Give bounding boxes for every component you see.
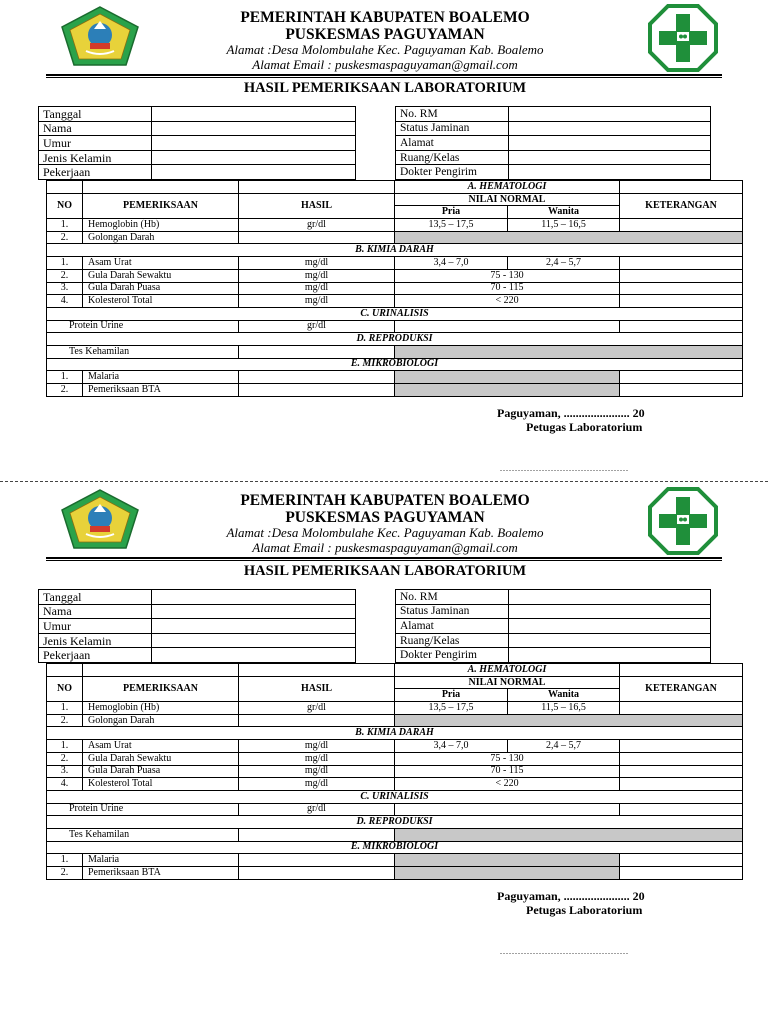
col-female: Wanita bbox=[508, 689, 620, 702]
row-no: 1. bbox=[47, 740, 83, 753]
normal-male: 13,5 – 17,5 bbox=[395, 219, 508, 232]
header-rule bbox=[46, 74, 722, 76]
note-cell[interactable] bbox=[620, 752, 743, 765]
note-cell[interactable] bbox=[620, 269, 743, 282]
col-male: Pria bbox=[395, 689, 508, 702]
result-unit[interactable]: mg/dl bbox=[239, 765, 395, 778]
result-cell[interactable] bbox=[239, 345, 395, 358]
result-unit[interactable]: mg/dl bbox=[239, 740, 395, 753]
label-alamat: Alamat bbox=[396, 136, 509, 151]
normal-range bbox=[395, 320, 620, 333]
government-name: PEMERINTAH KABUPATEN BOALEMO bbox=[240, 492, 530, 509]
ruang-kelas-field[interactable] bbox=[509, 150, 711, 165]
note-cell[interactable] bbox=[620, 282, 743, 295]
normal-range: < 220 bbox=[395, 778, 620, 791]
col-female: Wanita bbox=[508, 206, 620, 219]
shaded-cell bbox=[395, 384, 620, 397]
row-no: 3. bbox=[47, 765, 83, 778]
result-cell[interactable] bbox=[239, 371, 395, 384]
table-row bbox=[47, 828, 743, 841]
table-row bbox=[47, 219, 743, 232]
header-rule-thin bbox=[46, 560, 722, 561]
normal-female: 11,5 – 16,5 bbox=[508, 702, 620, 715]
table-row bbox=[47, 295, 743, 308]
label-jenis-kelamin: Jenis Kelamin bbox=[39, 633, 152, 648]
regency-emblem-icon bbox=[60, 5, 140, 67]
shaded-cell bbox=[395, 828, 743, 841]
label-dokter-pengirim: Dokter Pengirim bbox=[396, 165, 509, 180]
table-row bbox=[47, 765, 743, 778]
alamat-field[interactable] bbox=[509, 619, 711, 634]
table-row bbox=[47, 778, 743, 791]
umur-field[interactable] bbox=[152, 619, 356, 634]
place-date: Paguyaman, ...................... 20 bbox=[497, 406, 645, 420]
normal-range: 70 - 115 bbox=[395, 282, 620, 295]
cut-line bbox=[0, 481, 768, 482]
note-cell[interactable] bbox=[620, 219, 743, 232]
section-hematologi: A. HEMATOLOGI bbox=[395, 181, 620, 194]
result-unit[interactable]: mg/dl bbox=[239, 282, 395, 295]
pekerjaan-field[interactable] bbox=[152, 165, 356, 180]
section-reproduksi: D. REPRODUKSI bbox=[47, 816, 743, 829]
exam-name: Tes Kehamilan bbox=[47, 345, 239, 358]
row-no: 2. bbox=[47, 714, 83, 727]
normal-range: < 220 bbox=[395, 295, 620, 308]
note-cell[interactable] bbox=[620, 867, 743, 880]
result-cell[interactable] bbox=[239, 828, 395, 841]
table-row bbox=[47, 740, 743, 753]
col-exam: PEMERIKSAAN bbox=[83, 193, 239, 218]
col-result: HASIL bbox=[239, 676, 395, 701]
lab-officer-label: Petugas Laboratorium bbox=[526, 420, 643, 434]
label-no-rm: No. RM bbox=[396, 590, 509, 605]
lab-results-table bbox=[46, 663, 743, 880]
signature-line: ........................................... bbox=[500, 947, 629, 956]
label-nama: Nama bbox=[39, 121, 152, 136]
normal-female: 2,4 – 5,7 bbox=[508, 740, 620, 753]
normal-range bbox=[395, 803, 620, 816]
header-rule bbox=[46, 557, 722, 559]
table-row bbox=[47, 320, 743, 333]
col-no: NO bbox=[47, 676, 83, 701]
tanggal-field[interactable] bbox=[152, 107, 356, 122]
result-cell[interactable] bbox=[239, 867, 395, 880]
jenis-kelamin-field[interactable] bbox=[152, 633, 356, 648]
col-normal: NILAI NORMAL bbox=[395, 193, 620, 206]
jenis-kelamin-field[interactable] bbox=[152, 150, 356, 165]
exam-name: Hemoglobin (Hb) bbox=[83, 702, 239, 715]
section-hematologi: A. HEMATOLOGI bbox=[395, 664, 620, 677]
exam-name: Protein Urine bbox=[47, 320, 239, 333]
normal-range: 70 - 115 bbox=[395, 765, 620, 778]
government-name: PEMERINTAH KABUPATEN BOALEMO bbox=[240, 9, 530, 26]
table-row bbox=[47, 371, 743, 384]
exam-name: Pemeriksaan BTA bbox=[83, 867, 239, 880]
row-no: 2. bbox=[47, 752, 83, 765]
result-cell[interactable] bbox=[239, 231, 395, 244]
row-no: 4. bbox=[47, 295, 83, 308]
row-no: 2. bbox=[47, 867, 83, 880]
result-unit[interactable]: gr/dl bbox=[239, 219, 395, 232]
table-row bbox=[47, 282, 743, 295]
section-urinalisis: C. URINALISIS bbox=[47, 790, 743, 803]
dokter-pengirim-field[interactable] bbox=[509, 165, 711, 180]
row-no: 1. bbox=[47, 219, 83, 232]
exam-name: Gula Darah Sewaktu bbox=[83, 269, 239, 282]
table-row bbox=[47, 345, 743, 358]
no-rm-field[interactable] bbox=[509, 107, 711, 122]
col-exam: PEMERIKSAAN bbox=[83, 676, 239, 701]
patient-info-right bbox=[395, 589, 711, 663]
table-row bbox=[47, 752, 743, 765]
result-unit[interactable]: mg/dl bbox=[239, 295, 395, 308]
exam-name: Pemeriksaan BTA bbox=[83, 384, 239, 397]
note-cell[interactable] bbox=[620, 257, 743, 270]
note-cell[interactable] bbox=[620, 384, 743, 397]
exam-name: Kolesterol Total bbox=[83, 295, 239, 308]
exam-name: Gula Darah Puasa bbox=[83, 282, 239, 295]
table-row bbox=[47, 867, 743, 880]
patient-info-left bbox=[38, 106, 356, 180]
table-row bbox=[47, 854, 743, 867]
section-kimia: B. KIMIA DARAH bbox=[47, 727, 743, 740]
regency-emblem-icon bbox=[60, 488, 140, 550]
label-ruang-kelas: Ruang/Kelas bbox=[396, 150, 509, 165]
exam-name: Golongan Darah bbox=[83, 231, 239, 244]
shaded-cell bbox=[395, 371, 620, 384]
row-no: 1. bbox=[47, 371, 83, 384]
umur-field[interactable] bbox=[152, 136, 356, 151]
note-cell[interactable] bbox=[620, 778, 743, 791]
puskesmas-cross-icon bbox=[648, 487, 718, 555]
shaded-cell bbox=[395, 867, 620, 880]
status-jaminan-field[interactable] bbox=[509, 121, 711, 136]
section-urinalisis: C. URINALISIS bbox=[47, 307, 743, 320]
label-alamat: Alamat bbox=[396, 619, 509, 634]
dokter-pengirim-field[interactable] bbox=[509, 648, 711, 663]
lab-form-bottom bbox=[0, 483, 768, 965]
table-row bbox=[47, 803, 743, 816]
result-unit[interactable]: mg/dl bbox=[239, 778, 395, 791]
col-no: NO bbox=[47, 193, 83, 218]
row-no: 2. bbox=[47, 269, 83, 282]
section-kimia: B. KIMIA DARAH bbox=[47, 244, 743, 257]
note-cell[interactable] bbox=[620, 371, 743, 384]
label-no-rm: No. RM bbox=[396, 107, 509, 122]
section-mikrobiologi: E. MIKROBIOLOGI bbox=[47, 841, 743, 854]
result-cell[interactable] bbox=[239, 854, 395, 867]
table-row bbox=[47, 269, 743, 282]
ruang-kelas-field[interactable] bbox=[509, 633, 711, 648]
place-date: Paguyaman, ...................... 20 bbox=[497, 889, 645, 903]
result-unit[interactable]: gr/dl bbox=[239, 803, 395, 816]
result-unit[interactable]: mg/dl bbox=[239, 752, 395, 765]
col-note: KETERANGAN bbox=[620, 193, 743, 218]
no-rm-field[interactable] bbox=[509, 590, 711, 605]
note-cell[interactable] bbox=[620, 803, 743, 816]
alamat-field[interactable] bbox=[509, 136, 711, 151]
patient-info-left bbox=[38, 589, 356, 663]
table-row bbox=[47, 702, 743, 715]
lab-officer-label: Petugas Laboratorium bbox=[526, 903, 643, 917]
result-unit[interactable]: mg/dl bbox=[239, 257, 395, 270]
lab-results-table bbox=[46, 180, 743, 397]
label-ruang-kelas: Ruang/Kelas bbox=[396, 633, 509, 648]
result-cell[interactable] bbox=[239, 384, 395, 397]
status-jaminan-field[interactable] bbox=[509, 604, 711, 619]
normal-range: 75 - 130 bbox=[395, 269, 620, 282]
patient-info-right bbox=[395, 106, 711, 180]
label-pekerjaan: Pekerjaan bbox=[39, 165, 152, 180]
row-no: 1. bbox=[47, 854, 83, 867]
col-note: KETERANGAN bbox=[620, 676, 743, 701]
document-title: HASIL PEMERIKSAAN LABORATORIUM bbox=[243, 563, 527, 579]
normal-range: 75 - 130 bbox=[395, 752, 620, 765]
label-pekerjaan: Pekerjaan bbox=[39, 648, 152, 663]
label-umur: Umur bbox=[39, 619, 152, 634]
nama-field[interactable] bbox=[152, 121, 356, 136]
col-result: HASIL bbox=[239, 193, 395, 218]
row-no: 2. bbox=[47, 231, 83, 244]
normal-female: 2,4 – 5,7 bbox=[508, 257, 620, 270]
tanggal-field[interactable] bbox=[152, 590, 356, 605]
clinic-email: Alamat Email : puskesmaspaguyaman@gmail.com bbox=[252, 57, 518, 72]
exam-name: Malaria bbox=[83, 854, 239, 867]
note-cell[interactable] bbox=[620, 702, 743, 715]
nama-field[interactable] bbox=[152, 604, 356, 619]
label-umur: Umur bbox=[39, 136, 152, 151]
label-tanggal: Tanggal bbox=[39, 590, 152, 605]
exam-name: Kolesterol Total bbox=[83, 778, 239, 791]
clinic-address: Alamat :Desa Molombulahe Kec. Paguyaman Kab. Boalemo bbox=[226, 525, 544, 540]
col-normal: NILAI NORMAL bbox=[395, 676, 620, 689]
exam-name: Asam Urat bbox=[83, 740, 239, 753]
clinic-name: PUSKESMAS PAGUYAMAN bbox=[285, 509, 485, 526]
clinic-email: Alamat Email : puskesmaspaguyaman@gmail.com bbox=[252, 540, 518, 555]
exam-name: Gula Darah Puasa bbox=[83, 765, 239, 778]
result-cell[interactable] bbox=[239, 714, 395, 727]
shaded-cell bbox=[395, 231, 743, 244]
row-no: 1. bbox=[47, 702, 83, 715]
row-no: 4. bbox=[47, 778, 83, 791]
result-unit[interactable]: mg/dl bbox=[239, 269, 395, 282]
label-jenis-kelamin: Jenis Kelamin bbox=[39, 150, 152, 165]
note-cell[interactable] bbox=[620, 854, 743, 867]
puskesmas-cross-icon bbox=[648, 4, 718, 72]
exam-name: Protein Urine bbox=[47, 803, 239, 816]
exam-name: Golongan Darah bbox=[83, 714, 239, 727]
exam-name: Tes Kehamilan bbox=[47, 828, 239, 841]
row-no: 2. bbox=[47, 384, 83, 397]
exam-name: Hemoglobin (Hb) bbox=[83, 219, 239, 232]
normal-male: 13,5 – 17,5 bbox=[395, 702, 508, 715]
table-row bbox=[47, 231, 743, 244]
exam-name: Malaria bbox=[83, 371, 239, 384]
label-nama: Nama bbox=[39, 604, 152, 619]
label-dokter-pengirim: Dokter Pengirim bbox=[396, 648, 509, 663]
signature-line: ........................................... bbox=[500, 464, 629, 473]
note-cell[interactable] bbox=[620, 320, 743, 333]
pekerjaan-field[interactable] bbox=[152, 648, 356, 663]
document-title: HASIL PEMERIKSAAN LABORATORIUM bbox=[243, 80, 527, 96]
table-row bbox=[47, 384, 743, 397]
shaded-cell bbox=[395, 714, 743, 727]
header-rule-thin bbox=[46, 77, 722, 78]
normal-male: 3,4 – 7,0 bbox=[395, 257, 508, 270]
row-no: 3. bbox=[47, 282, 83, 295]
row-no: 1. bbox=[47, 257, 83, 270]
label-tanggal: Tanggal bbox=[39, 107, 152, 122]
note-cell[interactable] bbox=[620, 740, 743, 753]
normal-male: 3,4 – 7,0 bbox=[395, 740, 508, 753]
section-mikrobiologi: E. MIKROBIOLOGI bbox=[47, 358, 743, 371]
table-row bbox=[47, 257, 743, 270]
shaded-cell bbox=[395, 345, 743, 358]
note-cell[interactable] bbox=[620, 765, 743, 778]
result-unit[interactable]: gr/dl bbox=[239, 702, 395, 715]
clinic-name: PUSKESMAS PAGUYAMAN bbox=[285, 26, 485, 43]
col-male: Pria bbox=[395, 206, 508, 219]
lab-form-top bbox=[0, 0, 768, 482]
exam-name: Asam Urat bbox=[83, 257, 239, 270]
table-row bbox=[47, 714, 743, 727]
shaded-cell bbox=[395, 854, 620, 867]
label-status-jaminan: Status Jaminan bbox=[396, 604, 509, 619]
section-reproduksi: D. REPRODUKSI bbox=[47, 333, 743, 346]
exam-name: Gula Darah Sewaktu bbox=[83, 752, 239, 765]
result-unit[interactable]: gr/dl bbox=[239, 320, 395, 333]
normal-female: 11,5 – 16,5 bbox=[508, 219, 620, 232]
note-cell[interactable] bbox=[620, 295, 743, 308]
label-status-jaminan: Status Jaminan bbox=[396, 121, 509, 136]
clinic-address: Alamat :Desa Molombulahe Kec. Paguyaman Kab. Boalemo bbox=[226, 42, 544, 57]
